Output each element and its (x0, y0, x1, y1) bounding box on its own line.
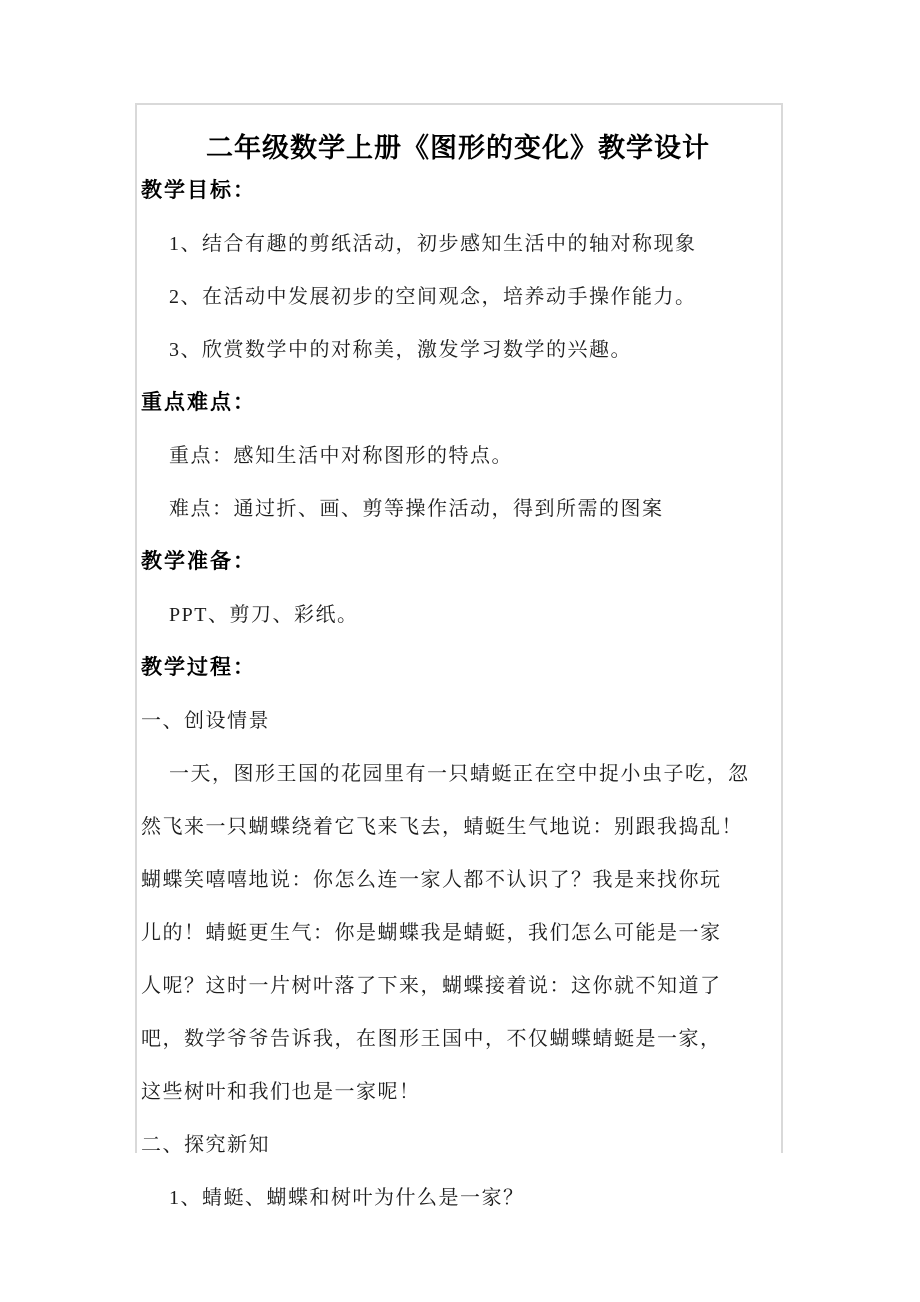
heading-teaching-goals: 教学目标： (141, 179, 256, 202)
para-section-2-title: 二、探究新知 (141, 1134, 270, 1156)
para-difficult-point: 难点：通过折、画、剪等操作活动，得到所需的图案 (169, 498, 664, 520)
heading-preparation: 教学准备： (141, 550, 256, 573)
para-goal-3: 3、欣赏数学中的对称美，激发学习数学的兴趣。 (169, 339, 632, 361)
para-key-point: 重点：感知生活中对称图形的特点。 (169, 445, 513, 467)
para-story-line-2: 然飞来一只蝴蝶绕着它飞来飞去，蜻蜓生气地说：别跟我捣乱！ (141, 816, 743, 838)
heading-teaching-process: 教学过程： (141, 656, 256, 679)
para-story-line-1: 一天，图形王国的花园里有一只蜻蜓正在空中捉小虫子吃，忽 (169, 763, 750, 785)
para-story-line-6: 吧，数学爷爷告诉我，在图形王国中，不仅蝴蝶蜻蜓是一家， (141, 1028, 722, 1050)
para-preparation-items: PPT、剪刀、彩纸。 (169, 604, 359, 626)
doc-title: 二年级数学上册《图形的变化》教学设计 (206, 133, 710, 163)
para-story-line-5: 人呢？这时一片树叶落了下来，蝴蝶接着说：这你就不知道了 (141, 975, 722, 997)
para-story-line-7: 这些树叶和我们也是一家呢！ (141, 1081, 421, 1103)
para-goal-1: 1、结合有趣的剪纸活动，初步感知生活中的轴对称现象 (169, 233, 697, 255)
para-story-line-3: 蝴蝶笑嘻嘻地说：你怎么连一家人都不认识了？我是来找你玩 (141, 869, 722, 891)
para-story-line-4: 儿的！蜻蜓更生气：你是蝴蝶我是蜻蜓，我们怎么可能是一家 (141, 922, 722, 944)
para-goal-2: 2、在活动中发展初步的空间观念，培养动手操作能力。 (169, 286, 697, 308)
para-section-1-title: 一、创设情景 (141, 710, 270, 732)
heading-key-difficulties: 重点难点： (141, 391, 256, 414)
para-question-1: 1、蜻蜓、蝴蝶和树叶为什么是一家？ (169, 1187, 525, 1209)
document-page (141, 103, 775, 1240)
